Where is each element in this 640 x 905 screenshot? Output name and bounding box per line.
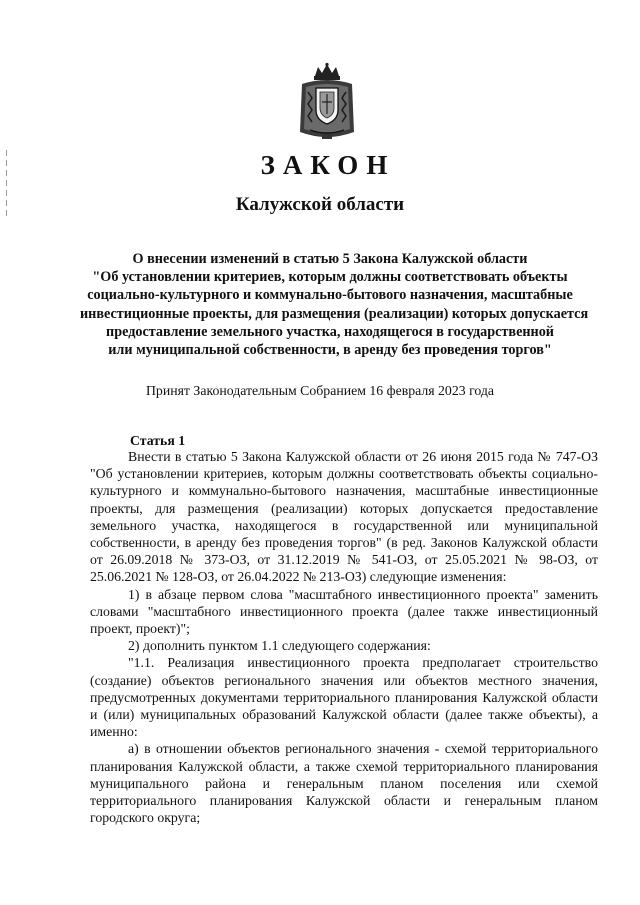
- article-paragraph: 2) дополнить пунктом 1.1 следующего содержания:: [128, 638, 431, 654]
- article-heading: Статья 1: [130, 433, 186, 448]
- law-title-line: "Об установлении критериев, которым должны соответствовать объекты: [92, 269, 568, 286]
- law-title-line: О внесении изменений в статью 5 Закона Калужской области: [132, 251, 528, 267]
- adoption-date: Принят Законодательным Собранием 16 февраля 2023 года: [145, 383, 495, 398]
- document-type-heading: ЗАКОН: [260, 150, 396, 180]
- law-title-line: предоставление земельного участка, находящегося в государственной: [106, 323, 554, 340]
- law-title: [80, 250, 589, 359]
- region-heading: Калужской области: [235, 194, 405, 215]
- article-paragraph: "1.1. Реализация инвестиционного проекта предполагает строительство (создание) объектов регионального значения или объектов местного значения, предусмотренных документами территориального планирования Калужской области и (или) муниципальных образований Калужской области (далее также объекты), а именно:: [90, 655, 598, 740]
- law-title-line: инвестиционные проекты, для размещения (реализации) которых допускается: [80, 305, 589, 322]
- article-paragraph: а) в отношении объектов регионального значения - схемой территориального планирования Калужской области, а также схемой территориального планирования муниципального района и генеральным планом поселения или схемой территориального планирования Калужской области и генеральным планом городского округа;: [90, 741, 598, 826]
- law-title-line: или муниципальной собственности, в аренду без проведения торгов": [108, 342, 552, 359]
- coat-of-arms-icon: [298, 62, 356, 142]
- article-paragraph: 1) в абзаце первом слова "масштабного инвестиционного проекта" заменить словами "масштабного инвестиционного проекта (далее также инвестиционный проект, проект)";: [90, 586, 598, 637]
- law-title-line: социально-культурного и коммунально-бытового назначения, масштабные: [87, 287, 573, 304]
- article-paragraph: Внести в статью 5 Закона Калужской области от 26 июня 2015 года № 747-ОЗ "Об установлении критериев, которым должны соответствовать объекты социально-культурного и коммунально-бытового назначения, масштабные инвестиционные проекты, для размещения (реализации) которых допускается предоставление земельного участка, находящегося в государственной или муниципальной собственности, в аренду без проведения торгов" (в ред. Законов Калужской области от 26.09.2018 № 373-ОЗ, от 31.12.2019 № 541-ОЗ, от 25.05.2021 № 98-ОЗ, от 25.06.2021 № 128-ОЗ, от 26.04.2022 № 213-ОЗ) следующие изменения:: [90, 449, 598, 585]
- article-body: [90, 448, 598, 826]
